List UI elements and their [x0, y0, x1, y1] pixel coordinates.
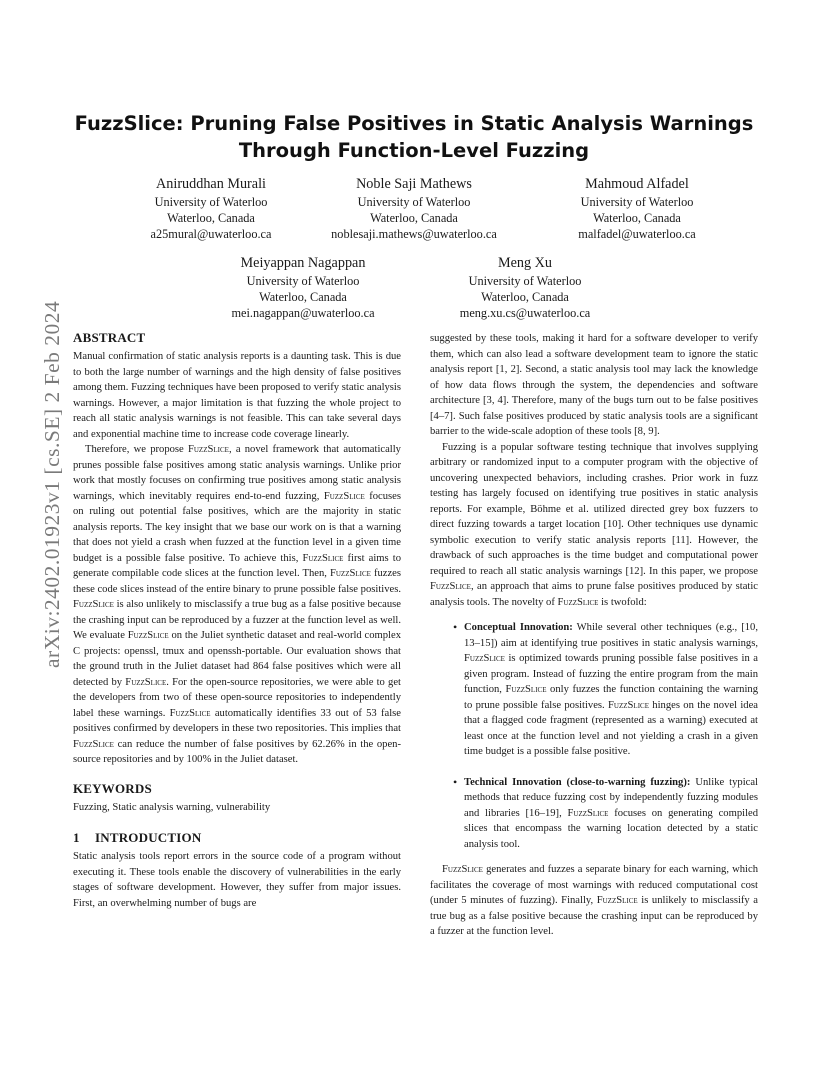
novelty-item-technical: • Technical Innovation (close-to-warning fuzzing): Unlike typical methods that reduce fuzzing cost by independently fuzzing modules and libraries [16–19], FuzzSlice focuses on generating compiled slices that encompass the warning location detected by a static analysis tool.: [464, 775, 758, 853]
abstract-paragraph: Therefore, we propose FuzzSlice, a novel framework that automatically prunes possible false positives among static analysis warnings. Unlike prior work that mostly focuses on confirming true positives among static analysis warnings, which inevitably requires end-to-end fuzzing, FuzzSlice focuses on ruling out potential false positives, which are the majority in static analysis reports. The key insight that we base our work on is that a warning that does not yield a crash when fuzzed at the function level in a given time budget is a possible false positive. To achieve this, FuzzSlice first aims to generate compilable code slices at the function level. Then, FuzzSlice fuzzes these code slices instead of the entire binary to prune possible false positives. FuzzSlice is also unlikely to misclassify a true bug as a false positive because the crashing input can be reproduced by a fuzzer at the function level as well. We evaluate FuzzSlice on the Juliet synthetic dataset and real-world complex C projects: openssl, tmux and openssh-portable. Our evaluation shows that the ground truth in the Juliet dataset had 864 false positives which were all detected by FuzzSlice. For the open-source repositories, we were able to get the developers from two of these open-source repositories to independently label these warnings. FuzzSlice automatically identifies 33 out of 53 false positives confirmed by developers in these two repositories. This implies that FuzzSlice can reduce the number of false positives by 62.26% in the open-source repositories and by 100% in the Juliet dataset.: [73, 444, 401, 765]
author-name: Mahmoud Alfadel: [585, 176, 689, 192]
system-name: FuzzSlice: [187, 444, 229, 455]
author-name: Meiyappan Nagappan: [240, 255, 366, 271]
system-name: FuzzSlice: [73, 738, 114, 750]
arxiv-identifier: arXiv:2402.01923v1 [cs.SE] 2 Feb 2024: [40, 300, 64, 668]
author-name: Meng Xu: [498, 255, 552, 271]
author-affiliation: University of Waterloo: [246, 274, 360, 288]
right-column: [430, 331, 758, 940]
system-name: FuzzSlice: [557, 596, 599, 608]
system-name: FuzzSlice: [73, 599, 114, 610]
left-column: [73, 329, 401, 911]
system-name: FuzzSlice: [323, 490, 365, 502]
paper-title: [74, 110, 754, 164]
novelty-label: Conceptual Innovation:: [464, 622, 573, 633]
system-name: FuzzSlice: [505, 684, 547, 695]
author-block: [410, 254, 640, 321]
introduction-paragraph: suggested by these tools, making it hard for a software developer to verify them, which can also lead a software development team to ignore the static analysis report [1, 2]. Second, a static analysis tool may lack the knowledge of how data flows through the system, the dependencies and software architecture [3, 4]. Therefore, many of the bugs turn out to be false positives [4–7]. Such false positives produced by static analysis tools are a significant barrier to the wide-scale adoption of these tools [8, 9].: [430, 333, 758, 437]
author-location: Waterloo, Canada: [481, 290, 569, 304]
abstract-paragraph: Manual confirmation of static analysis reports is a daunting task. This is due to both the large number of warnings and the high density of false positives among them. Fuzzing techniques have been proposed to verify static analysis warnings. However, a major limitation is that fuzzing the whole project to reach all static analysis warnings is not feasible. This can take several days and exponential machine time to increase code coverage linearly.: [73, 351, 401, 440]
introduction-paragraph: FuzzSlice generates and fuzzes a separate binary for each warning, which facilitates the coverage of most warnings with reduced computational cost (under 5 minutes of fuzzing). Finally, FuzzSlice is unlikely to misclassify a true bug as a false positive because the crashing input can be reproduced by a fuzzer at the function level.: [430, 864, 758, 937]
author-affiliation: University of Waterloo: [357, 195, 471, 209]
author-location: Waterloo, Canada: [370, 211, 458, 225]
novelty-list: [430, 620, 758, 852]
introduction-paragraph: Fuzzing is a popular software testing technique that involves supplying arbitrary or randomized input to a computer program with the objective of uncovering unexpected behaviors, including crashes. Prior work in fuzz testing has largely focused on identifying true positives in static analysis reports. For example, Böhme et al. utilized directed grey box fuzzers to direct fuzzing towards a target location [10]. Other techniques use dynamic symbolic execution to verify static analysis reports [11]. However, the drawback of such approaches is the time budget and computational power required to reach all static analysis warnings [12]. In this paper, we propose FuzzSlice, an approach that aims to prune false positives produced by static analysis tools. The novelty of FuzzSlice is twofold:: [430, 441, 758, 608]
author-location: Waterloo, Canada: [259, 290, 347, 304]
author-name: Noble Saji Mathews: [356, 176, 472, 192]
system-name: FuzzSlice: [169, 707, 211, 719]
introduction-heading: 1 INTRODUCTION: [73, 830, 202, 845]
section-number: 1: [73, 830, 80, 845]
author-email: meng.xu.cs@uwaterloo.ca: [459, 306, 591, 320]
author-affiliation: University of Waterloo: [154, 195, 268, 209]
system-name: FuzzSlice: [125, 676, 167, 688]
author-block: [96, 175, 326, 242]
author-affiliation: University of Waterloo: [468, 274, 582, 288]
novelty-item-conceptual: • Conceptual Innovation: While several other techniques (e.g., [10, 13–15]) aim at identifying true positives in static analysis warnings, FuzzSlice is optimized towards pruning possible false positives in a given program. Instead of fuzzing the entire program from the main function, FuzzSlice only fuzzes the function containing the warning to prune possible false positives. FuzzSlice hinges on the novel idea that a flagged code fragment (represented as a warning) executed at least once at the function level and not yielding a crash in a given time budget is a possible false positive.: [464, 620, 758, 760]
novelty-label: Technical Innovation (close-to-warning fuzzing):: [464, 776, 691, 788]
author-email: malfadel@uwaterloo.ca: [578, 227, 696, 241]
system-name: FuzzSlice: [127, 630, 169, 641]
keywords-list: Fuzzing, Static analysis warning, vulnerability: [73, 801, 271, 813]
author-location: Waterloo, Canada: [167, 211, 255, 225]
author-block: [522, 175, 752, 242]
title-line-2: Through Function-Level Fuzzing: [238, 139, 590, 162]
author-affiliation: University of Waterloo: [580, 195, 694, 209]
system-name: FuzzSlice: [567, 807, 609, 819]
author-name: Aniruddhan Murali: [156, 176, 266, 192]
system-name: FuzzSlice: [608, 699, 649, 711]
title-line-1: FuzzSlice: Pruning False Positives in Static Analysis Warnings: [74, 112, 754, 135]
system-name: FuzzSlice: [430, 581, 471, 592]
author-email: noblesaji.mathews@uwaterloo.ca: [331, 227, 497, 241]
author-email: mei.nagappan@uwaterloo.ca: [231, 306, 375, 320]
author-location: Waterloo, Canada: [593, 211, 681, 225]
author-block: [188, 254, 418, 321]
author-block: [299, 175, 529, 242]
system-name: FuzzSlice: [302, 552, 344, 564]
author-email: a25mural@uwaterloo.ca: [150, 227, 272, 241]
introduction-paragraph: Static analysis tools report errors in the source code of a program without executing it. These tools enable the discovery of vulnerabilities in the early stages of software development. However, they suffer from major issues. First, an overwhelming number of bugs are: [73, 851, 401, 909]
abstract-heading: ABSTRACT: [73, 330, 146, 345]
keywords-heading: KEYWORDS: [73, 780, 152, 796]
system-name: FuzzSlice: [329, 568, 371, 579]
system-name: FuzzSlice: [442, 864, 483, 875]
system-name: FuzzSlice: [464, 653, 505, 664]
system-name: FuzzSlice: [596, 895, 638, 906]
